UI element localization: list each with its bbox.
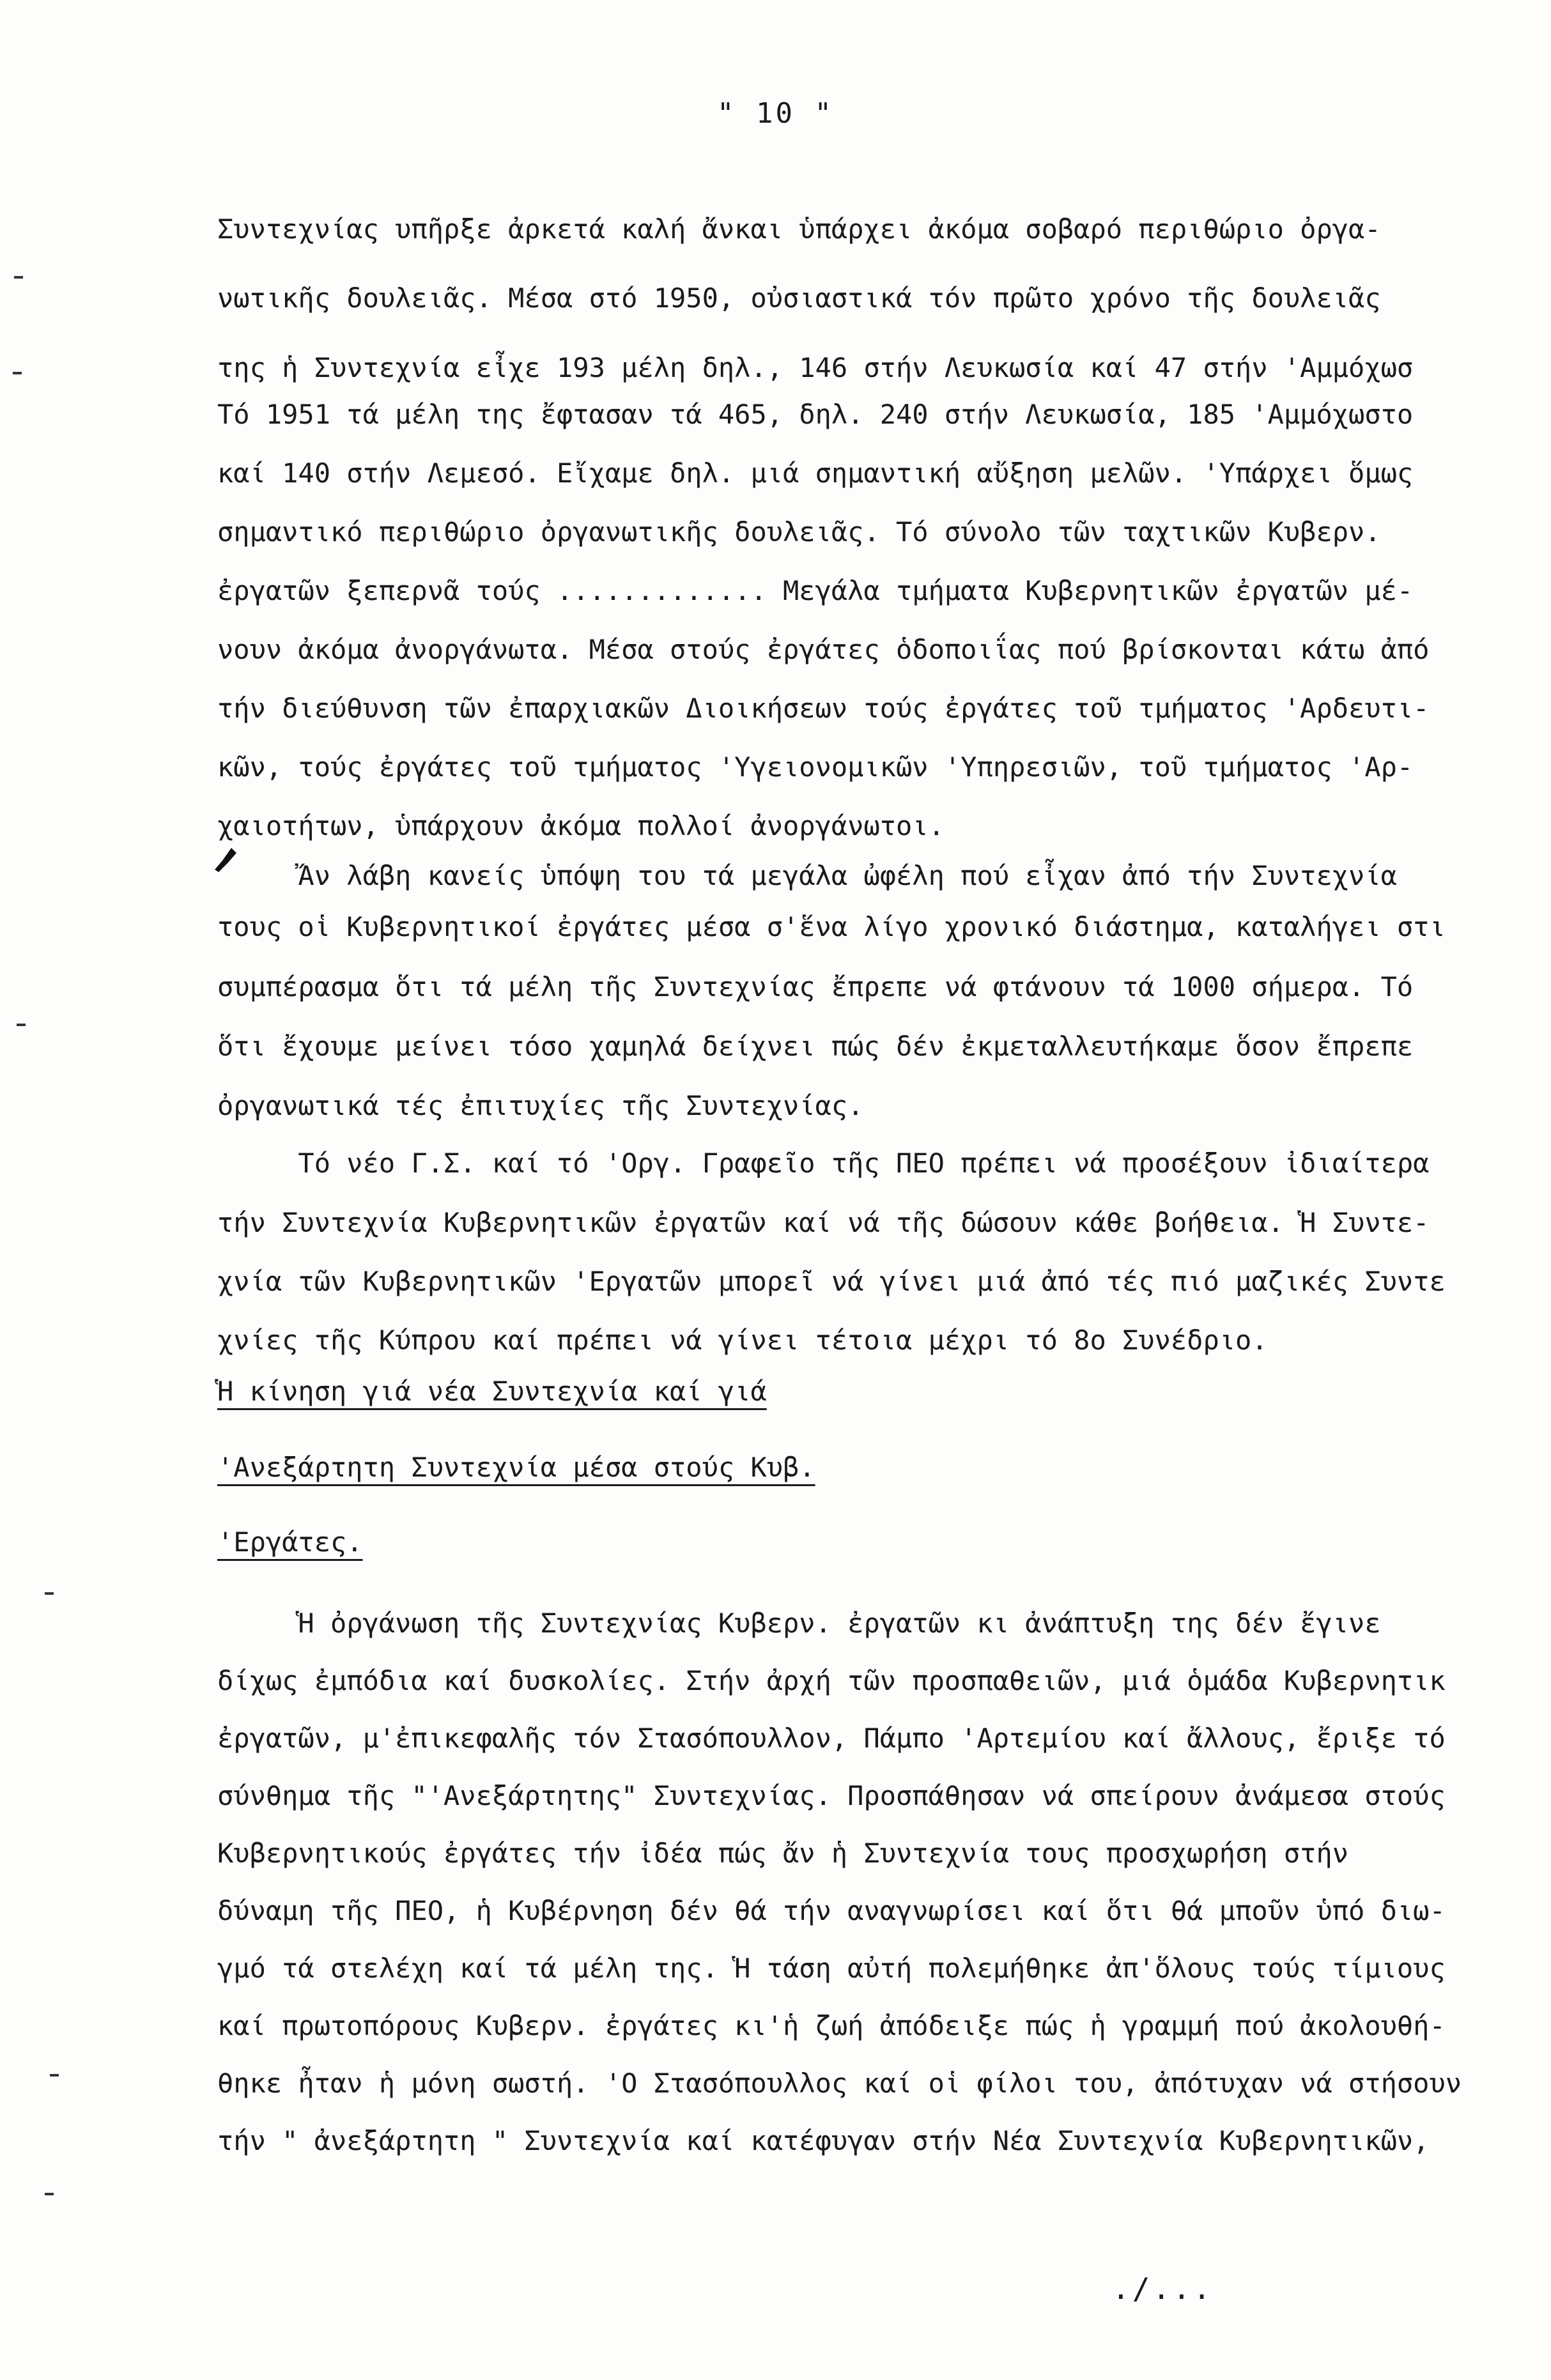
- text-line: ὅτι ἔχουμε μείνει τόσο χαμηλά δείχνει πώς δέν ἐκμεταλλευτήκαμε ὅσον ἔπρεπε: [217, 1031, 1414, 1062]
- text-line: νουν ἀκόμα ἀνοργάνωτα. Μέσα στούς ἐργάτες ὁδοποιΐας πού βρίσκονται κάτω ἀπό: [217, 634, 1430, 665]
- text-line: ἐργατῶν, μ'ἐπικεφαλῆς τόν Στασόπουλλον, Πάμπο 'Αρτεμίου καί ἄλλους, ἔριξε τό: [217, 1723, 1446, 1754]
- text-line: συμπέρασμα ὅτι τά μέλη τῆς Συντεχνίας ἔπρεπε νά φτάνουν τά 1000 σήμερα. Τό: [217, 971, 1414, 1002]
- section-heading: 'Ανεξάρτητη Συντεχνία μέσα στούς Κυβ.: [217, 1452, 815, 1483]
- text-line: Κυβερνητικούς ἐργάτες τήν ἰδέα πώς ἄν ἡ Συντεχνία τους προσχωρήση στήν: [217, 1838, 1349, 1869]
- text-line: Τό νέο Γ.Σ. καί τό 'Οργ. Γραφεῖο τῆς ΠΕΟ πρέπει νά προσέξουν ἰδιαίτερα: [217, 1148, 1430, 1179]
- text-line: χαιοτήτων, ὑπάρχουν ἀκόμα πολλοί ἀνοργάνωτοι.: [217, 810, 945, 841]
- text-line: ἐργατῶν ξεπερνᾶ τούς ............. Μεγάλα τμήματα Κυβερνητικῶν ἐργατῶν μέ-: [217, 575, 1414, 606]
- section-heading: 'Εργάτες.: [217, 1526, 363, 1558]
- text-line: Ἄν λάβη κανείς ὑπόψη του τά μεγάλα ὠφέλη πού εἶχαν ἀπό τήν Συντεχνία: [217, 860, 1397, 891]
- page-number: " 10 ": [717, 97, 834, 130]
- margin-mark: [45, 2193, 54, 2195]
- text-line: σημαντικό περιθώριο ὀργανωτικῆς δουλειᾶς. Τό σύνολο τῶν ταχτικῶν Κυβερν.: [217, 516, 1381, 548]
- text-line: τήν Συντεχνία Κυβερνητικῶν ἐργατῶν καί νά τῆς δώσουν κάθε βοήθεια. Ἡ Συντε-: [217, 1207, 1430, 1238]
- text-line: καί 140 στήν Λεμεσό. Εἴχαμε δηλ. μιά σημαντική αὔξηση μελῶν. 'Υπάρχει ὅμως: [217, 457, 1414, 489]
- text-line: τους οἱ Κυβερνητικοί ἐργάτες μέσα σ'ἕνα λίγο χρονικό διάστημα, καταλήγει στι: [217, 911, 1446, 942]
- text-line: χνίες τῆς Κύπρου καί πρέπει νά γίνει τέτοια μέχρι τό 8ο Συνέδριο.: [217, 1324, 1268, 1356]
- text-line: της ἡ Συντεχνία εἶχε 193 μέλη δηλ., 146 στήν Λευκωσία καί 47 στήν 'Αμμόχωσ: [217, 352, 1414, 383]
- margin-mark: [50, 2074, 59, 2077]
- text-line: Ἡ ὀργάνωση τῆς Συντεχνίας Κυβερν. ἐργατῶν κι ἀνάπτυξη της δέν ἔγινε: [217, 1608, 1381, 1639]
- text-line: καί πρωτοπόρους Κυβερν. ἐργάτες κι'ἡ ζωή ἀπόδειξε πώς ἡ γραμμή πού ἀκολουθή-: [217, 2010, 1446, 2041]
- text-line: νωτικῆς δουλειᾶς. Μέσα στό 1950, οὐσιαστικά τόν πρῶτο χρόνο τῆς δουλειᾶς: [217, 282, 1381, 314]
- section-heading: Ἡ κίνηση γιά νέα Συντεχνία καί γιά: [217, 1376, 767, 1407]
- text-line: Συντεχνίας υπῆρξε ἀρκετά καλή ἄνκαι ὑπάρχει ἀκόμα σοβαρό περιθώριο ὀργα-: [217, 213, 1381, 245]
- text-line: τήν διεύθυνση τῶν ἐπαρχιακῶν Διοικήσεων τούς ἐργάτες τοῦ τμήματος 'Αρδευτι-: [217, 693, 1430, 724]
- text-line: ὀργανωτικά τές ἐπιτυχίες τῆς Συντεχνίας.: [217, 1090, 864, 1121]
- continuation-mark: .∕...: [1112, 2271, 1214, 2306]
- text-line: θηκε ἦταν ἡ μόνη σωστή. 'Ο Στασόπουλλος καί οἱ φίλοι του, ἀπότυχαν νά στήσουν: [217, 2068, 1462, 2099]
- margin-mark: [13, 372, 22, 374]
- text-line: δίχως ἐμπόδια καί δυσκολίες. Στήν ἀρχή τῶν προσπαθειῶν, μιά ὁμάδα Κυβερνητικ: [217, 1665, 1446, 1696]
- text-line: γμό τά στελέχη καί τά μέλη της. Ἡ τάση αὐτή πολεμήθηκε ἀπ'ὅλους τούς τίμιους: [217, 1953, 1446, 1984]
- text-line: δύναμη τῆς ΠΕΟ, ἡ Κυβέρνηση δέν θά τήν αναγνωρίσει καί ὅτι θά μποῦν ὑπό διω-: [217, 1895, 1446, 1926]
- text-line: τήν " ἀνεξάρτητη " Συντεχνία καί κατέφυγαν στήν Νέα Συντεχνία Κυβερνητικῶν,: [217, 2125, 1430, 2156]
- text-line: κῶν, τούς ἐργάτες τοῦ τμήματος 'Υγειονομικῶν 'Υπηρεσιῶν, τοῦ τμήματος 'Αρ-: [217, 751, 1414, 783]
- text-line: χνία τῶν Κυβερνητικῶν 'Εργατῶν μπορεῖ νά γίνει μιά ἀπό τές πιό μαζικές Συντε: [217, 1266, 1446, 1297]
- margin-mark: [45, 1592, 54, 1595]
- text-line: Τό 1951 τά μέλη της ἔφτασαν τά 465, δηλ. 240 στήν Λευκωσία, 185 'Αμμόχωστο: [217, 399, 1414, 430]
- margin-mark: [14, 276, 23, 279]
- text-line: σύνθημα τῆς "'Ανεξάρτητης" Συντεχνίας. Προσπάθησαν νά σπείρουν ἀνάμεσα στούς: [217, 1780, 1446, 1811]
- margin-mark: [17, 1024, 26, 1026]
